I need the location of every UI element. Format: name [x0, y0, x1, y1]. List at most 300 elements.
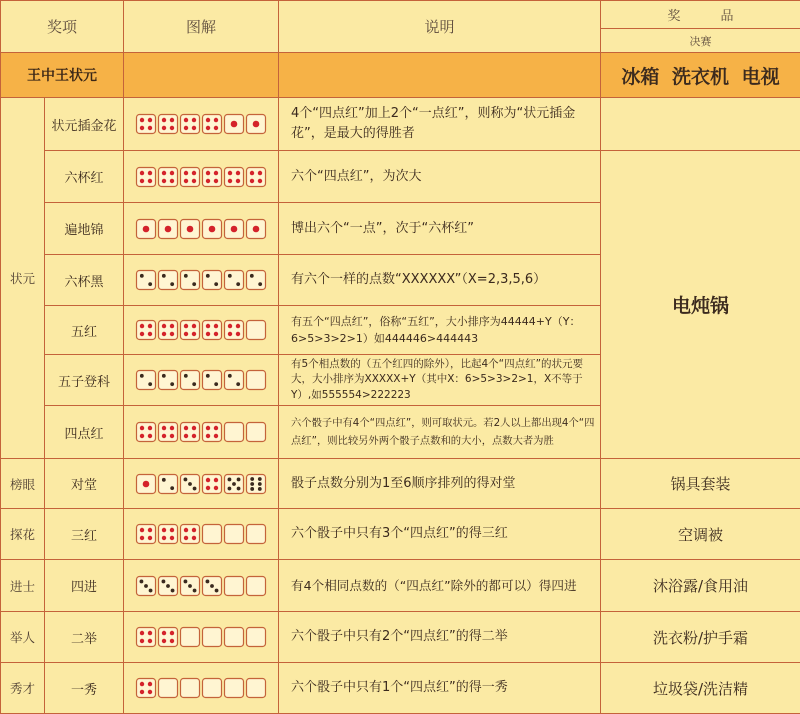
die-pip — [148, 434, 152, 438]
award-row — [1, 459, 800, 509]
die-pip — [140, 682, 144, 686]
die-pip — [192, 118, 196, 122]
die-outline — [159, 423, 178, 442]
die-outline — [159, 679, 178, 698]
die-face-4 — [137, 525, 156, 544]
die-pip — [184, 178, 188, 182]
die-outline — [225, 271, 244, 290]
die-face-blank — [225, 628, 244, 647]
die-pip — [148, 324, 152, 328]
die-face-2 — [181, 271, 200, 290]
die-outline — [159, 115, 178, 134]
dice-diagram — [124, 612, 279, 663]
die-outline — [225, 679, 244, 698]
dice-strip — [124, 575, 279, 597]
die-pip — [188, 482, 192, 486]
award-row — [1, 151, 800, 203]
die-outline — [181, 679, 200, 698]
die-face-2 — [203, 271, 222, 290]
die-pip — [206, 477, 210, 481]
die-pip — [170, 528, 174, 532]
award-category: 探花 — [1, 509, 45, 560]
die-outline — [203, 474, 222, 493]
die-outline — [181, 628, 200, 647]
prize-header: 奖品 — [601, 1, 800, 29]
die-pip — [140, 579, 144, 583]
die-pip — [165, 225, 172, 232]
die-face-4 — [203, 115, 222, 134]
die-face-5 — [225, 474, 244, 493]
die-pip — [192, 324, 196, 328]
die-outline — [225, 576, 244, 595]
award-name: 六杯红 — [45, 151, 124, 203]
die-pip — [170, 178, 174, 182]
dice-diagram — [124, 255, 279, 306]
award-name: 五红 — [45, 306, 124, 355]
die-outline — [159, 371, 178, 390]
award-description: 六个“四点红”，为次大 — [279, 151, 601, 203]
die-pip — [214, 485, 218, 489]
die-pip — [206, 374, 210, 378]
die-face-blank — [247, 321, 266, 340]
die-face-4 — [159, 167, 178, 186]
die-face-blank — [203, 679, 222, 698]
dice-diagram — [124, 306, 279, 355]
dice-strip — [124, 473, 279, 495]
award-prize: 洗衣粉/护手霜 — [601, 612, 800, 663]
top-award-name: 王中王状元 — [1, 53, 124, 98]
die-outline — [159, 474, 178, 493]
die-pip — [206, 178, 210, 182]
award-description: 博出六个“一点”，次于“六杯红” — [279, 203, 601, 255]
award-name: 对堂 — [45, 459, 124, 509]
die-pip — [192, 426, 196, 430]
die-pip — [166, 584, 170, 588]
die-face-blank — [225, 679, 244, 698]
award-category: 举人 — [1, 612, 45, 663]
die-pip — [250, 170, 254, 174]
dice-strip — [124, 421, 279, 443]
die-face-4 — [137, 167, 156, 186]
die-face-4 — [203, 321, 222, 340]
die-pip — [206, 426, 210, 430]
die-face-2 — [137, 371, 156, 390]
die-pip — [140, 374, 144, 378]
award-description: 有五个“四点红”，俗称“五红”，大小排序为44444+Y（Y：6>5>3>2>1）如444446>444443 — [279, 306, 601, 355]
die-face-4 — [203, 474, 222, 493]
die-face-3 — [181, 474, 200, 493]
die-face-4 — [137, 423, 156, 442]
die-pip — [170, 126, 174, 130]
die-pip — [187, 225, 194, 232]
award-description: 有4个相同点数的（“四点红”除外的都可以）得四进 — [279, 560, 601, 612]
die-pip — [149, 588, 153, 592]
die-pip — [162, 477, 166, 481]
die-pip — [148, 631, 152, 635]
die-pip — [214, 178, 218, 182]
die-pip — [214, 126, 218, 130]
die-pip — [162, 170, 166, 174]
die-face-2 — [159, 474, 178, 493]
die-face-1 — [203, 219, 222, 238]
die-outline — [203, 371, 222, 390]
die-outline — [203, 167, 222, 186]
die-pip — [184, 434, 188, 438]
die-outline — [159, 167, 178, 186]
die-pip — [140, 536, 144, 540]
award-name: 二举 — [45, 612, 124, 663]
dice-diagram — [124, 151, 279, 203]
die-outline — [137, 423, 156, 442]
die-pip — [140, 274, 144, 278]
die-outline — [247, 321, 266, 340]
die-pip — [148, 382, 152, 386]
die-outline — [225, 321, 244, 340]
die-face-4 — [181, 115, 200, 134]
die-pip — [170, 536, 174, 540]
die-outline — [203, 321, 222, 340]
die-pip — [253, 121, 260, 128]
die-face-blank — [225, 525, 244, 544]
die-outline — [247, 423, 266, 442]
die-face-blank — [203, 525, 222, 544]
die-face-2 — [181, 371, 200, 390]
award-name: 三红 — [45, 509, 124, 560]
die-outline — [159, 628, 178, 647]
die-pip — [192, 528, 196, 532]
die-face-2 — [159, 271, 178, 290]
die-outline — [137, 371, 156, 390]
award-row — [1, 663, 800, 714]
die-outline — [247, 271, 266, 290]
die-pip — [162, 332, 166, 336]
die-pip — [214, 434, 218, 438]
die-pip — [184, 126, 188, 130]
dice-diagram — [124, 406, 279, 459]
die-pip — [228, 324, 232, 328]
die-pip — [171, 588, 175, 592]
die-pip — [237, 486, 241, 490]
die-face-blank — [247, 628, 266, 647]
die-pip — [231, 121, 238, 128]
die-pip — [184, 426, 188, 430]
die-pip — [184, 536, 188, 540]
die-pip — [228, 274, 232, 278]
die-face-1 — [247, 219, 266, 238]
die-pip — [214, 426, 218, 430]
die-face-4 — [159, 628, 178, 647]
die-face-2 — [159, 371, 178, 390]
die-outline — [137, 628, 156, 647]
die-pip — [184, 579, 188, 583]
die-pip — [140, 426, 144, 430]
dice-diagram — [124, 98, 279, 151]
die-face-2 — [247, 271, 266, 290]
die-face-2 — [203, 371, 222, 390]
die-face-4 — [159, 321, 178, 340]
die-outline — [247, 576, 266, 595]
die-pip — [184, 477, 188, 481]
award-description: 有5个相点数的（五个红四的除外），比起4个“四点红”的状元要大，大小排序为XXXXX+Y（其中X：6>5>3>2>1，X不等于Y）,如555554>222223 — [279, 355, 601, 406]
award-name: 状元插金花 — [45, 98, 124, 151]
die-face-blank — [225, 423, 244, 442]
die-pip — [148, 690, 152, 694]
die-face-4 — [137, 679, 156, 698]
die-outline — [137, 321, 156, 340]
top-award-description — [279, 53, 601, 98]
die-pip — [228, 477, 232, 481]
die-pip — [144, 584, 148, 588]
award-name: 六杯黑 — [45, 255, 124, 306]
die-pip — [148, 170, 152, 174]
die-pip — [206, 485, 210, 489]
die-pip — [140, 324, 144, 328]
die-face-1 — [247, 115, 266, 134]
die-pip — [148, 126, 152, 130]
die-pip — [140, 631, 144, 635]
die-outline — [137, 525, 156, 544]
die-pip — [206, 579, 210, 583]
award-description: 4个“四点红”加上2个“一点红”，则称为“状元插金花”，是最大的得胜者 — [279, 98, 601, 151]
die-pip — [258, 482, 262, 486]
die-outline — [159, 271, 178, 290]
die-pip — [206, 170, 210, 174]
die-pip — [184, 170, 188, 174]
die-pip — [214, 170, 218, 174]
top-award-diagram — [124, 53, 279, 98]
die-pip — [214, 324, 218, 328]
award-name: 一秀 — [45, 663, 124, 714]
die-pip — [140, 170, 144, 174]
die-pip — [236, 382, 240, 386]
die-pip — [170, 486, 174, 490]
die-pip — [258, 487, 262, 491]
die-pip — [162, 274, 166, 278]
die-face-blank — [181, 679, 200, 698]
die-pip — [214, 118, 218, 122]
die-pip — [228, 486, 232, 490]
die-pip — [228, 178, 232, 182]
die-pip — [206, 118, 210, 122]
die-pip — [140, 118, 144, 122]
award-row — [1, 612, 800, 663]
die-pip — [236, 324, 240, 328]
die-face-1 — [137, 219, 156, 238]
die-outline — [137, 167, 156, 186]
die-pip — [140, 126, 144, 130]
die-pip — [228, 374, 232, 378]
die-pip — [170, 332, 174, 336]
die-pip — [258, 178, 262, 182]
die-pip — [192, 178, 196, 182]
award-category: 状元 — [1, 98, 45, 459]
die-outline — [181, 371, 200, 390]
die-face-4 — [137, 628, 156, 647]
die-face-2 — [137, 271, 156, 290]
die-outline — [225, 525, 244, 544]
die-pip — [214, 282, 218, 286]
die-face-1 — [225, 115, 244, 134]
die-pip — [148, 282, 152, 286]
die-pip — [192, 382, 196, 386]
die-face-blank — [181, 628, 200, 647]
die-face-3 — [203, 576, 222, 595]
die-face-4 — [225, 321, 244, 340]
award-prize: 电炖锅 — [601, 151, 800, 459]
die-pip — [236, 178, 240, 182]
die-pip — [209, 225, 216, 232]
die-face-blank — [247, 525, 266, 544]
die-face-2 — [225, 371, 244, 390]
dice-diagram — [124, 509, 279, 560]
final-header: 决赛 — [601, 29, 800, 53]
die-face-blank — [247, 576, 266, 595]
die-outline — [203, 525, 222, 544]
die-pip — [214, 382, 218, 386]
die-pip — [228, 170, 232, 174]
die-pip — [250, 477, 254, 481]
award-category: 进士 — [1, 560, 45, 612]
die-pip — [258, 282, 262, 286]
award-prize: 空调被 — [601, 509, 800, 560]
die-outline — [225, 628, 244, 647]
die-outline — [225, 423, 244, 442]
dice-diagram — [124, 355, 279, 406]
dice-strip — [124, 369, 279, 391]
die-pip — [192, 434, 196, 438]
die-outline — [159, 321, 178, 340]
die-outline — [225, 371, 244, 390]
die-outline — [247, 167, 266, 186]
die-pip — [140, 690, 144, 694]
dice-diagram — [124, 560, 279, 612]
die-face-blank — [247, 371, 266, 390]
die-pip — [162, 374, 166, 378]
die-pip — [162, 631, 166, 635]
award-description: 六个骰子中有4个“四点红”，则可取状元。若2人以上都出现4个“四点红”，则比较另外两个骰子点数和的大小，点数大者为胜 — [279, 406, 601, 459]
award-category: 榜眼 — [1, 459, 45, 509]
die-pip — [148, 426, 152, 430]
die-outline — [203, 115, 222, 134]
award-prize: 锅具套装 — [601, 459, 800, 509]
dice-strip — [124, 626, 279, 648]
dice-strip — [124, 166, 279, 188]
die-pip — [192, 536, 196, 540]
award-prize: 沐浴露/食用油 — [601, 560, 800, 612]
die-pip — [192, 282, 196, 286]
diagram-header: 图解 — [124, 1, 279, 53]
award-description: 有六个一样的点数“XXXXXX”（X=2,3,5,6） — [279, 255, 601, 306]
die-pip — [148, 332, 152, 336]
die-outline — [181, 167, 200, 186]
die-pip — [170, 631, 174, 635]
die-face-1 — [137, 474, 156, 493]
die-face-1 — [225, 219, 244, 238]
die-pip — [140, 332, 144, 336]
die-pip — [184, 528, 188, 532]
die-outline — [247, 525, 266, 544]
die-face-blank — [247, 679, 266, 698]
die-pip — [140, 434, 144, 438]
award-name: 五子登科 — [45, 355, 124, 406]
die-pip — [170, 170, 174, 174]
die-outline — [181, 115, 200, 134]
description-header: 说明 — [279, 1, 601, 53]
die-pip — [148, 536, 152, 540]
award-description: 六个骰子中只有3个“四点红”的得三红 — [279, 509, 601, 560]
die-pip — [206, 126, 210, 130]
award-description: 骰子点数分别为1至6顺序排列的得对堂 — [279, 459, 601, 509]
dice-diagram — [124, 459, 279, 509]
die-face-4 — [137, 321, 156, 340]
die-pip — [258, 170, 262, 174]
die-outline — [247, 371, 266, 390]
die-pip — [184, 374, 188, 378]
die-face-4 — [181, 525, 200, 544]
die-face-4 — [159, 115, 178, 134]
die-pip — [206, 332, 210, 336]
die-face-6 — [247, 474, 266, 493]
die-pip — [184, 332, 188, 336]
die-pip — [184, 274, 188, 278]
die-pip — [162, 528, 166, 532]
die-face-4 — [159, 525, 178, 544]
die-pip — [210, 584, 214, 588]
top-award-row — [1, 53, 800, 98]
die-face-3 — [159, 576, 178, 595]
die-pip — [192, 170, 196, 174]
dice-strip — [124, 113, 279, 135]
die-outline — [247, 628, 266, 647]
die-pip — [162, 536, 166, 540]
die-pip — [236, 282, 240, 286]
die-outline — [225, 167, 244, 186]
die-pip — [228, 332, 232, 336]
die-pip — [148, 178, 152, 182]
die-pip — [162, 579, 166, 583]
die-pip — [170, 382, 174, 386]
die-face-4 — [181, 321, 200, 340]
award-prize-empty — [601, 98, 800, 151]
die-face-4 — [181, 167, 200, 186]
award-name: 遍地锦 — [45, 203, 124, 255]
die-face-4 — [225, 167, 244, 186]
die-pip — [148, 639, 152, 643]
die-outline — [181, 525, 200, 544]
die-pip — [184, 118, 188, 122]
die-pip — [214, 477, 218, 481]
die-pip — [162, 324, 166, 328]
die-pip — [170, 282, 174, 286]
die-outline — [247, 679, 266, 698]
die-pip — [143, 480, 150, 487]
die-pip — [148, 118, 152, 122]
die-pip — [170, 324, 174, 328]
die-pip — [236, 332, 240, 336]
die-face-3 — [181, 576, 200, 595]
die-pip — [206, 434, 210, 438]
die-outline — [181, 321, 200, 340]
die-pip — [148, 528, 152, 532]
die-pip — [192, 332, 196, 336]
award-prize: 垃圾袋/洗洁精 — [601, 663, 800, 714]
die-face-2 — [225, 271, 244, 290]
die-pip — [170, 434, 174, 438]
die-pip — [140, 639, 144, 643]
die-outline — [181, 423, 200, 442]
die-pip — [232, 482, 236, 486]
die-pip — [162, 434, 166, 438]
